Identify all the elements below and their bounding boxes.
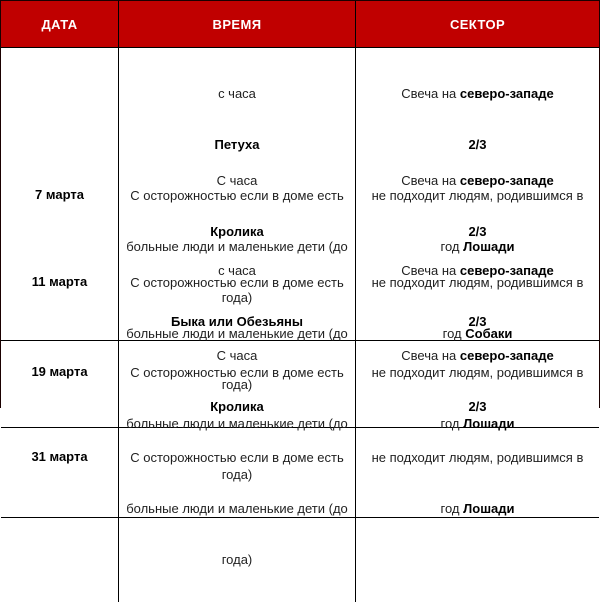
- sector-year-animal: Лошади: [463, 501, 515, 516]
- time-prefix: С часа: [216, 173, 258, 188]
- caution-line: С осторожностью если в доме есть: [130, 188, 344, 203]
- sector-year-word: год: [440, 416, 460, 431]
- time-prefix: с часа: [218, 86, 256, 101]
- caution-line: больные люди и маленькие дети (до: [126, 239, 348, 254]
- sector-fraction: 2/3: [468, 314, 487, 329]
- date-cell: 19 марта: [1, 225, 119, 518]
- sector-prefix: Свеча на: [401, 173, 457, 188]
- sector-direction: северо-западе: [459, 348, 554, 363]
- caution-line: года): [221, 467, 253, 482]
- time-animal: Кролика: [210, 399, 264, 414]
- date-cell: 31 марта: [1, 310, 119, 602]
- time-animal: Петуха: [214, 137, 260, 152]
- header-time: ВРЕМЯ: [119, 1, 356, 48]
- sector-fraction: 2/3: [468, 399, 487, 414]
- sector-fraction: 2/3: [468, 224, 487, 239]
- sector-direction: северо-западе: [459, 173, 554, 188]
- caution-line: С осторожностью если в доме есть: [130, 365, 344, 380]
- table-header-row: [1, 1, 599, 48]
- sector-prefix: Свеча на: [401, 86, 457, 101]
- sector-candle-line: [358, 347, 597, 364]
- caution-line: года): [221, 552, 253, 567]
- caution-line: года): [221, 290, 253, 305]
- caution-line: больные люди и маленькие дети (до: [126, 326, 348, 341]
- sector-year-animal: Лошади: [463, 416, 515, 431]
- caution-line: больные люди и маленькие дети (до: [126, 501, 348, 516]
- time-prefix: с часа: [218, 263, 256, 278]
- caution-line: С осторожностью если в доме есть: [130, 275, 344, 290]
- sector-direction: северо-западе: [459, 86, 554, 101]
- sector-year-word: год: [442, 326, 462, 341]
- sector-prefix: Свеча на: [401, 348, 457, 363]
- sector-year-animal: Лошади: [463, 239, 515, 254]
- time-animal: Быка или Обезьяны: [170, 314, 303, 329]
- sector-note: не подходит людям, родившимся в: [371, 275, 584, 290]
- sector-direction: северо-западе: [459, 263, 554, 278]
- caution-line: С осторожностью если в доме есть: [130, 450, 344, 465]
- time-cell: [119, 310, 356, 602]
- sector-note: не подходит людям, родившимся в: [371, 450, 584, 465]
- sector-prefix: Свеча на: [401, 263, 457, 278]
- caution-line: года): [221, 377, 253, 392]
- sector-year-word: год: [440, 501, 460, 516]
- sector-candle-line: [358, 85, 597, 102]
- sector-note: не подходит людям, родившимся в: [371, 188, 584, 203]
- sector-cell: [356, 310, 599, 602]
- date-cell: 11 марта: [1, 135, 119, 428]
- sector-fraction: 2/3: [468, 137, 487, 152]
- sector-year-word: год: [440, 239, 460, 254]
- date-cell: 7 марта: [1, 48, 119, 341]
- header-sector: СЕКТОР: [356, 1, 599, 48]
- time-prefix: С часа: [216, 348, 258, 363]
- sector-year-animal: Собаки: [465, 326, 513, 341]
- sector-year-line: [358, 500, 597, 517]
- header-date: ДАТА: [1, 1, 119, 48]
- sector-candle-line: [358, 262, 597, 279]
- sector-note: не подходит людям, родившимся в: [371, 365, 584, 380]
- sector-candle-line: [358, 172, 597, 189]
- caution-line: больные люди и маленькие дети (до: [126, 416, 348, 431]
- time-animal: Кролика: [210, 224, 264, 239]
- table-row: [1, 310, 599, 567]
